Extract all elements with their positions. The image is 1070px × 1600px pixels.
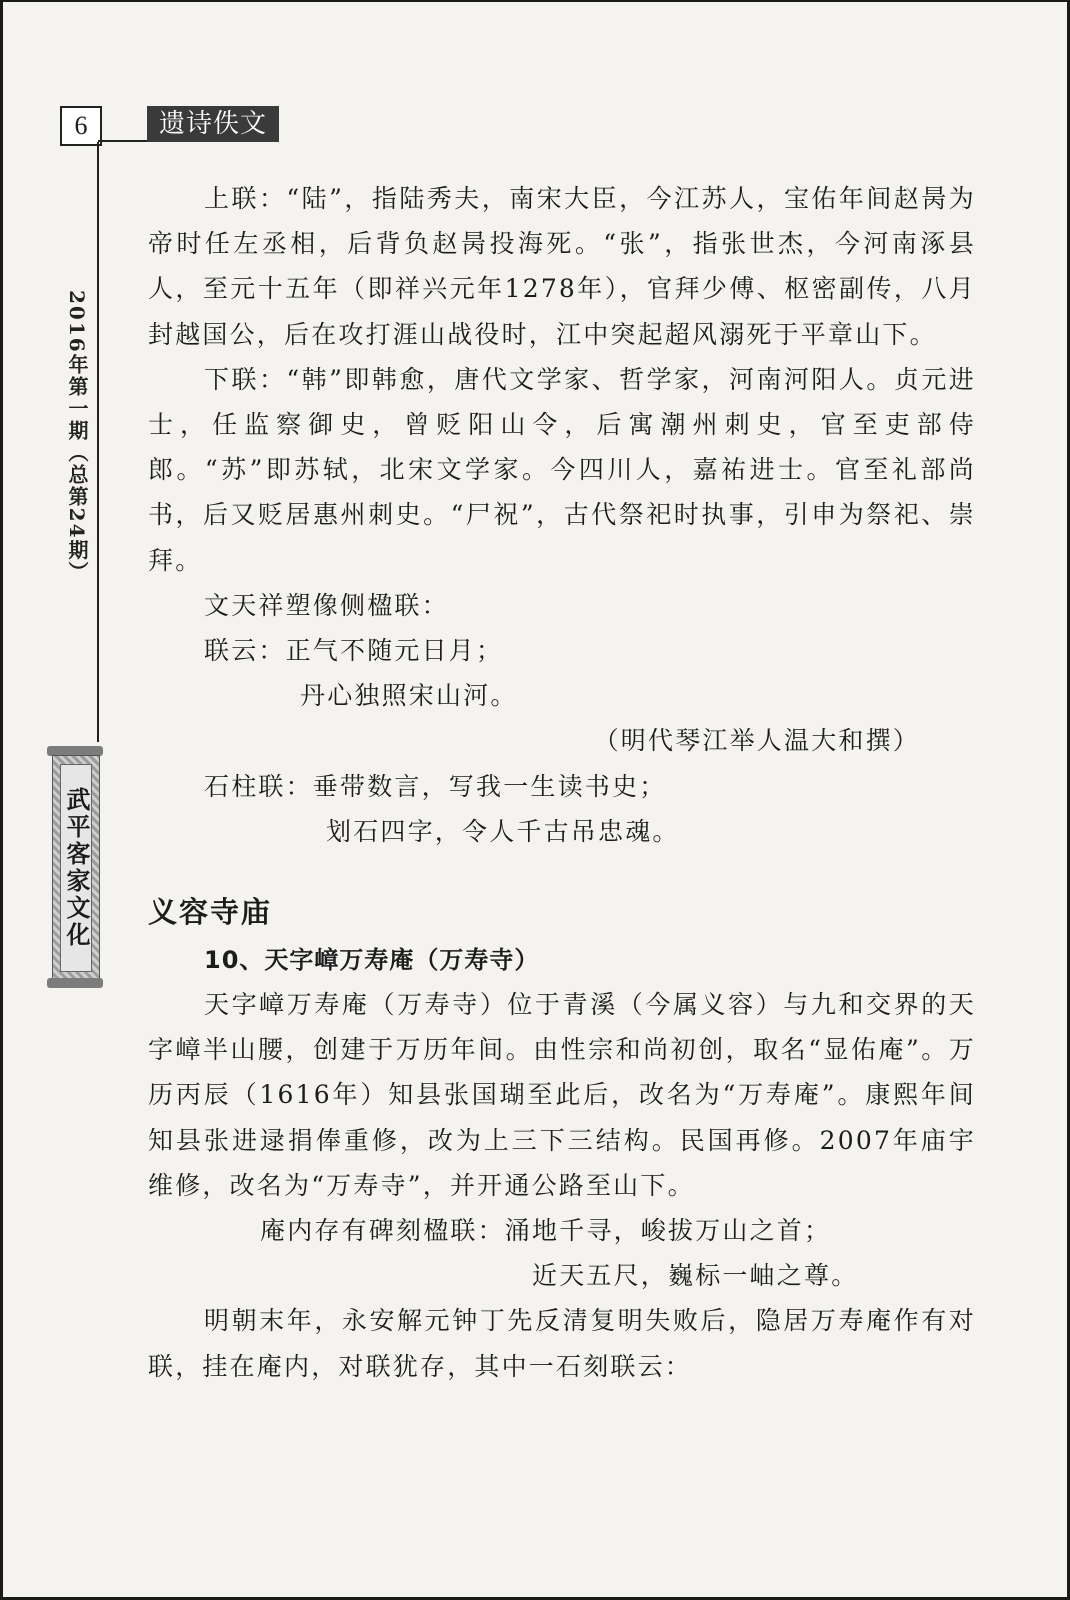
subsection-title: 10、天字嶂万寿庵（万寿寺） (204, 946, 540, 975)
journal-logo-text: 武平客家文化 (60, 764, 92, 972)
paragraph-lower-couplet-note: 下联：“韩”即韩愈，唐代文学家、哲学家，河南河阳人。贞元进士，任监察御史，曾贬阳山令，后寓潮州刺史，官至吏部侍郎。“苏”即苏轼，北宋文学家。今四川人，嘉祐进士。官至礼部尚书，后又贬居惠州刺史。“尸祝”，古代祭祀时执事，引申为祭祀、崇拜。 (148, 364, 976, 575)
section-title: 义容寺庙 (148, 895, 273, 930)
pillar-couplet-line-1: 石柱联：垂带数言，写我一生读书史； (204, 771, 667, 801)
paragraph-temple-history: 天字嶂万寿庵（万寿寺）位于青溪（今属义容）与九和交界的天字嶂半山腰，创建于万历年间。由性宗和尚初创，取名“显佑庵”。万历丙辰（1616年）知县张国瑚至此后，改名为“万寿庵”。康熙年间知县张进逯捐俸重修，改为上三下三结构。民国再修。2007年庙宇维修，改名为“万寿寺”，并开通公路至山下。 (148, 990, 976, 1200)
spine-divider (97, 142, 99, 742)
scroll-rod-bottom (47, 978, 103, 988)
issue-label: 2016年第一期（总第24期） (65, 290, 89, 584)
journal-logo-scroll (47, 746, 103, 988)
couplet-attribution: （明代琴江举人温大和撰） (593, 726, 920, 756)
paragraph-ming-dynasty: 明朝末年，永安解元钟丁先反清复明失败后，隐居万寿庵作有对联，挂在庵内，对联犹存，其中一石刻联云： (148, 1306, 976, 1381)
pillar-couplet-line-2: 划石四字，令人千古吊忠魂。 (326, 816, 680, 846)
couplet-line-1: 联云：正气不随元日月； (204, 636, 504, 666)
inscription-line-1: 庵内存有碑刻楹联：涌地千寻，峻拔万山之首； (260, 1216, 832, 1246)
couplet-line-2: 丹心独照宋山河。 (300, 681, 518, 711)
page-number: 6 (60, 106, 102, 146)
section-tab: 遗诗佚文 (147, 106, 279, 142)
scroll-body (52, 755, 100, 981)
article-body (148, 176, 976, 1389)
paragraph-upper-couplet-note: 上联：“陆”，指陆秀夫，南宋大臣，今江苏人，宝佑年间赵昺为帝时任左丞相，后背负赵昺投海死。“张”，指张世杰，今河南涿县人，至元十五年（即祥兴元年1278年），官拜少傅、枢密副传，八月封越国公，后在攻打涯山战役时，江中突起超风溺死于平章山下。 (148, 184, 976, 349)
inscription-line-2: 近天五尺，巍标一岫之尊。 (532, 1261, 859, 1291)
couplet-intro: 文天祥塑像侧楹联： (204, 590, 449, 620)
